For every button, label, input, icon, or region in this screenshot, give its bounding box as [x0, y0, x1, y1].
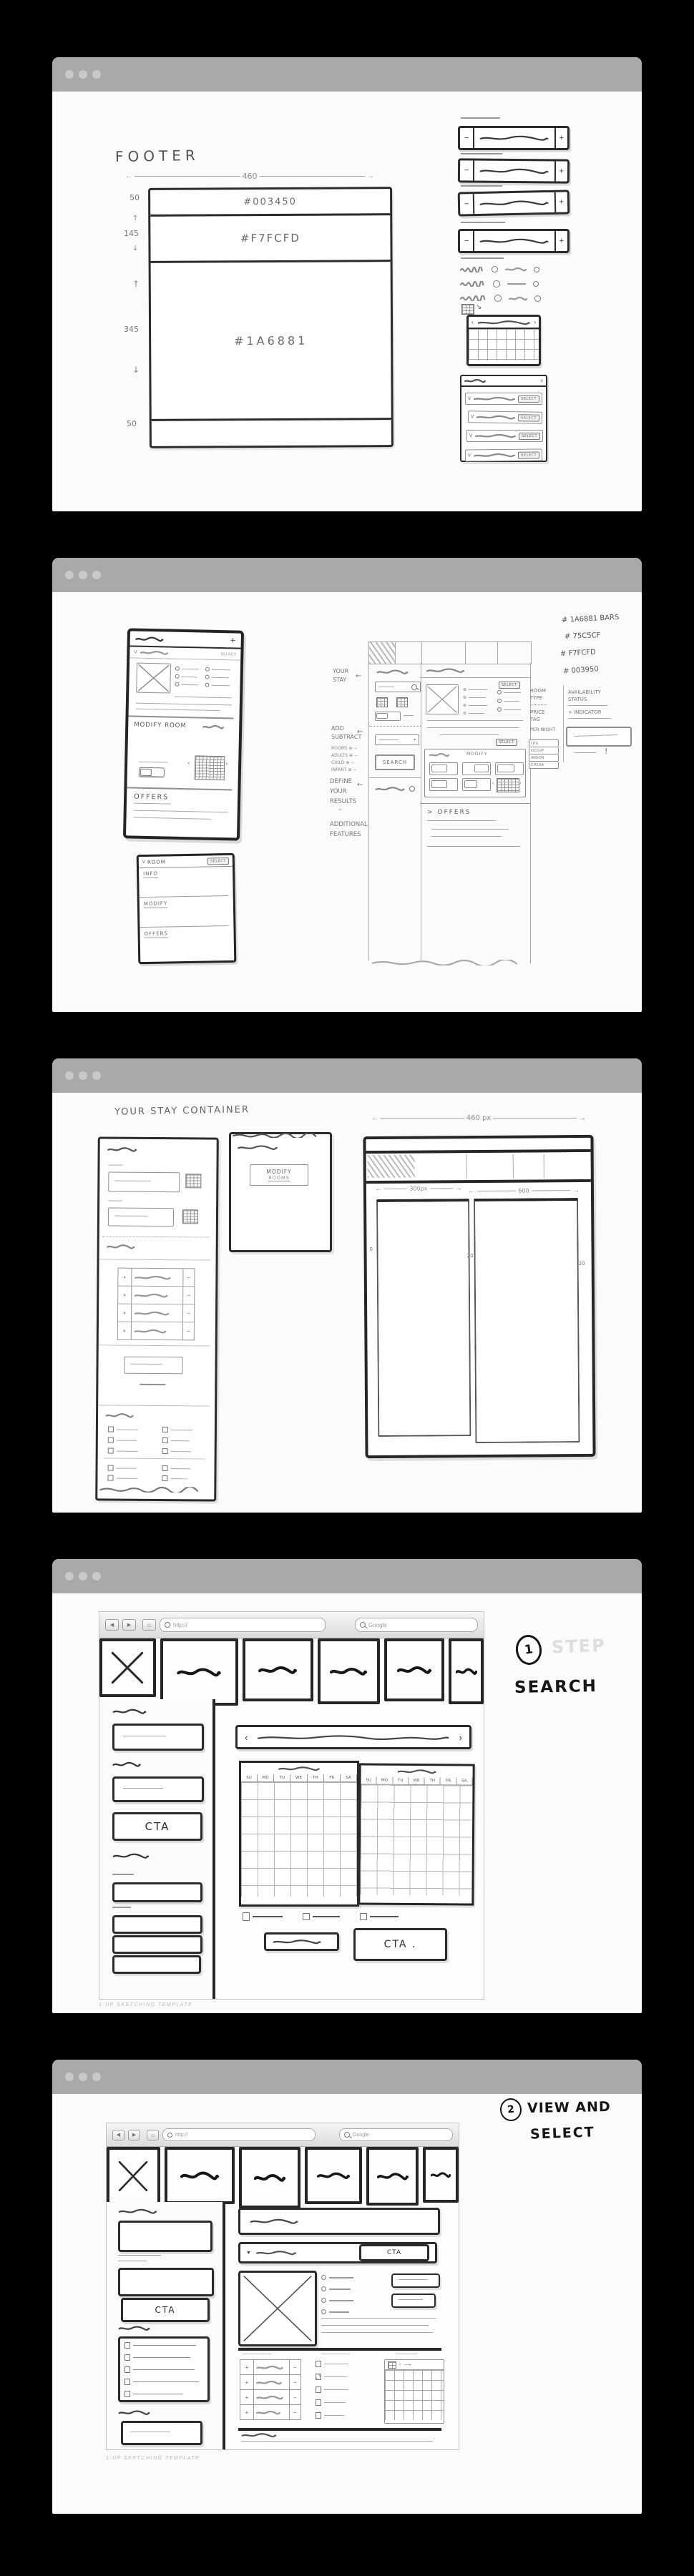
annotation: ADD [331, 725, 344, 732]
mini-calendar-sketch [195, 755, 225, 780]
room-label: ROOM [147, 858, 166, 865]
sketch-line [461, 185, 502, 187]
image-placeholder [426, 684, 459, 714]
offers-label: > OFFERS [427, 809, 471, 816]
modify-tab-label: MODIFY [143, 900, 168, 908]
modify-rooms-button: MODIFY ROOMS [250, 1164, 308, 1186]
forward-button: ▶ [128, 2130, 140, 2140]
arrow-left-icon: ← [371, 1114, 378, 1122]
tab-sketch [449, 1638, 484, 1704]
stepper-minus: − [460, 128, 474, 148]
input-sketch [112, 1776, 204, 1802]
window-titlebar [52, 2060, 642, 2094]
cta-button-sketch: CTA [121, 2298, 210, 2322]
template-watermark: 1-UP SKETCHING TEMPLATE [106, 2456, 200, 2461]
annotation: TYPE [530, 695, 543, 701]
tab-sketch [366, 2147, 419, 2206]
calendar-icon [376, 697, 388, 707]
calendar-mini-sketch [384, 2359, 444, 2424]
small-button-sketch [391, 2294, 436, 2308]
container-nav-band [366, 1152, 591, 1184]
input-sketch [112, 1724, 204, 1751]
sketch-line [461, 153, 502, 154]
arrow-left-icon: ← [125, 172, 132, 180]
dim-label-50: 50 [129, 193, 140, 202]
prev-icon: ‹ [187, 759, 190, 767]
checkbox-list-sketch [162, 1427, 192, 1454]
pencil-header-band [368, 641, 532, 664]
sketch-line [461, 257, 504, 259]
annotation: ROOM [530, 688, 546, 694]
forward-button: ▶ [122, 1619, 136, 1631]
browser-window-footer-spec [52, 57, 642, 511]
room-row-sketch: V SELECT [465, 448, 542, 461]
torn-edge-squiggle [97, 1486, 208, 1493]
window-control-dot[interactable] [79, 571, 87, 579]
mobile-wireframe-detail [123, 628, 244, 840]
footer-row-main [151, 262, 391, 421]
calendar-grid [360, 1784, 472, 1895]
exclamation-mark: ! [605, 747, 608, 756]
footer-spec-canvas [52, 92, 642, 511]
calendar-grid [385, 2370, 444, 2420]
close-icon: x [540, 378, 543, 383]
window-control-dot[interactable] [92, 1071, 101, 1080]
checkbox-list-card-sketch [118, 2336, 210, 2402]
input-sketch [112, 1935, 202, 1954]
tab-bar-sketch [107, 2147, 459, 2203]
step-ghost-label: STEP [551, 1635, 607, 1658]
date-range-bar-sketch [235, 1725, 471, 1749]
stepper-input-sketch: − + [458, 190, 570, 216]
sketch-line [139, 762, 167, 763]
modify-label: MODIFY [466, 752, 488, 757]
back-button: ◀ [112, 2130, 124, 2140]
search-button-sketch: SEARCH [375, 754, 415, 770]
calendar-icon [185, 1174, 201, 1188]
stepper-plus: + [554, 128, 567, 148]
browser-chrome-sketch [99, 1612, 484, 1638]
x-cross-icon [118, 2160, 148, 2192]
input-sketch [112, 1915, 202, 1934]
dashes [530, 704, 546, 705]
next-icon: › [519, 781, 522, 786]
tab-bar-sketch [99, 1638, 484, 1700]
select-button: SELECT [207, 857, 229, 865]
section-divider [128, 715, 233, 719]
home-button: ⌂ [142, 1619, 156, 1631]
dim-label-bottom-50: 50 [127, 419, 137, 428]
sketch-line [461, 117, 500, 119]
radio-row-sketch [460, 280, 539, 287]
sketch-title: FOOTER [114, 146, 200, 166]
input-sketch [121, 2421, 202, 2445]
checkbox-list-sketch [316, 2361, 348, 2419]
calendar-day-headers: SU MO TU WE TH FR SA [241, 1774, 357, 1782]
dotted-divider [369, 726, 421, 727]
stepper-table-sketch: + − + − + − + − [117, 1268, 195, 1341]
browser-window-step2 [52, 2060, 642, 2514]
container-width-dimension: ← 460 px → [371, 1114, 586, 1122]
browser-window-step1 [52, 1559, 642, 2013]
bullet-list-sketch [497, 690, 521, 712]
mini-calendar-icon [461, 304, 474, 315]
prev-icon: ‹ [471, 319, 474, 325]
dropdown-sketch [124, 1357, 182, 1375]
curved-arrow-icon: ↘ [476, 303, 482, 311]
mini-calendar-sketch [497, 778, 522, 792]
active-tab-hatched [369, 642, 396, 664]
hex-label: #1A6881 [233, 333, 308, 348]
stay-panel-wireframe [95, 1136, 219, 1501]
step2-canvas [52, 2094, 642, 2514]
range-arrow: ⟶ [404, 2362, 411, 2368]
container-spec-canvas [52, 1093, 642, 1513]
url-field: http:// [160, 1618, 326, 1632]
color-annotation: # F7FCFD [559, 648, 597, 659]
browser-window-container-spec [52, 1058, 642, 1513]
select-button: SELECT [519, 433, 540, 440]
sketch-template-card [106, 2123, 459, 2450]
checkbox-list-sketch [107, 1465, 137, 1481]
info-tab-label: INFO [143, 870, 159, 877]
tab-sketch [165, 2147, 235, 2204]
modify-room-label: MODIFY ROOM [134, 721, 187, 730]
gap-label: 0 [369, 1247, 373, 1253]
window-control-dot[interactable] [65, 571, 74, 579]
window-control-dot[interactable] [79, 2073, 87, 2081]
status-table-sketch: LITE OCCUP ARGON CHILEA [529, 739, 559, 769]
arrow-right-icon: → [367, 172, 374, 180]
arrow-down-icon: ↓ [132, 245, 139, 252]
radio-icon [493, 280, 500, 287]
select-label: SELECT [220, 652, 237, 657]
browser-chrome-sketch [107, 2123, 459, 2147]
x-cross-icon [240, 2273, 315, 2344]
window-control-dot[interactable] [65, 2073, 74, 2081]
gap-label: 20 [578, 1260, 585, 1267]
search-icon [344, 2132, 350, 2138]
radio-icon [534, 267, 539, 272]
window-control-dot[interactable] [92, 1572, 101, 1580]
torn-edge-squiggle [231, 1133, 325, 1138]
step-number-circle: 1 [514, 1633, 543, 1667]
sketch-title: YOUR STAY CONTAINER [114, 1104, 250, 1118]
arrow-down-icon: ↓ [132, 365, 140, 375]
section-divider [127, 787, 232, 790]
image-placeholder [136, 663, 171, 694]
cta-button-sketch: CTA [112, 1812, 202, 1841]
footer-row-top [150, 189, 390, 217]
sketch-line [136, 709, 220, 711]
footer-row-bottom [152, 420, 391, 445]
left-column-box [376, 1199, 471, 1437]
left-column-dimension: ← 300px → [374, 1184, 462, 1194]
section-divider [140, 895, 228, 898]
checkbox-list-sketch [108, 1427, 138, 1454]
window-titlebar [52, 1559, 642, 1593]
window-titlebar [52, 1058, 642, 1093]
checkbox-list-sketch [162, 1465, 190, 1481]
sketch-line [175, 697, 232, 699]
bullet-list-sketch [321, 2275, 353, 2314]
cta-button-sketch: CTA . [353, 1928, 447, 1961]
calendar-sketch [466, 315, 541, 366]
url-field: http:// [162, 2128, 316, 2141]
modify-card-wireframe [229, 1132, 332, 1252]
tab-sketch [243, 1638, 313, 1701]
room-row-sketch: V SELECT [466, 430, 543, 442]
active-tab-sketch [160, 1638, 238, 1706]
next-icon: › [225, 760, 228, 767]
caret-down-icon: ▼ [246, 2250, 251, 2256]
input-sketch [118, 2268, 214, 2296]
annotation: + INDICATOR [568, 709, 602, 715]
stepper-table-sketch: + − + − + − + − [240, 2359, 301, 2420]
search-field: Google [339, 2128, 453, 2141]
dotted-divider [102, 1236, 210, 1237]
check-mark: V [134, 649, 137, 655]
dropdown-sketch [375, 734, 419, 745]
tab-sketch [318, 1638, 381, 1704]
annotation: PRICE [530, 709, 545, 715]
annotation: YOUR [330, 788, 347, 795]
calendar-grid [469, 329, 539, 360]
modify-panel-sketch [424, 749, 526, 797]
search-field: Google [355, 1618, 478, 1632]
close-tab-sketch [99, 1638, 156, 1697]
radio-row-sketch [460, 295, 541, 302]
sketch-line [134, 803, 171, 805]
annotation: TAG [530, 717, 540, 722]
back-button: ◀ [105, 1619, 119, 1631]
right-column-dimension: ← 600 → [467, 1186, 580, 1196]
annotation: YOUR [333, 668, 349, 674]
step1-canvas [52, 1593, 642, 2013]
guest-count-list: ROOMS ⊕ − ADULTS ⊕ − CHILD ⊕ − INFANT ⊕ − [331, 746, 358, 772]
radio-icon [492, 266, 498, 272]
radio-icon [534, 295, 541, 302]
search-icon [360, 1622, 366, 1628]
torn-edge-squiggle [368, 960, 533, 965]
filter-bar-sketch [238, 2242, 437, 2263]
globe-icon [165, 1622, 170, 1628]
window-control-dot[interactable] [65, 1572, 74, 1580]
step-number-circle: 2 [499, 2098, 522, 2123]
pin-icon [409, 786, 415, 792]
width-dimension: ← 460 → [125, 172, 374, 181]
select-button: SELECT [518, 414, 539, 421]
template-watermark: 1-UP SKETCHING TEMPLATE [99, 2002, 193, 2007]
input-sketch [264, 1932, 339, 1951]
dim-label-145: 145 [124, 229, 139, 238]
radio-icon [533, 281, 539, 287]
search-icon [411, 684, 417, 690]
calendar-month-sketch [239, 1761, 359, 1907]
date-input-sketch [108, 1172, 180, 1193]
input-sketch [112, 1882, 202, 1902]
color-annotation: # 1A6881 BARS [561, 613, 620, 625]
calendar-icon [388, 2361, 396, 2369]
prev-icon: ‹ [399, 2362, 401, 2367]
annotation: DEFINE [330, 778, 353, 785]
sidebar-sketch [107, 2202, 225, 2449]
calendar-day-headers: SU MO TU WE TH FR SA [361, 1776, 472, 1785]
x-cross-icon [111, 1651, 144, 1684]
ditto-mark: ” [338, 808, 342, 815]
window-titlebar [52, 558, 642, 592]
annotation: PER NIGHT [530, 727, 556, 732]
small-button-sketch [391, 2273, 440, 2288]
footer-row-mid [150, 215, 390, 263]
home-button: ⌂ [147, 2130, 159, 2140]
caret-down-icon: ▾ [413, 738, 416, 742]
sketch-line [134, 817, 211, 820]
color-annotation: # 003950 [562, 665, 600, 676]
container-wireframe [363, 1135, 595, 1458]
divider [369, 777, 421, 778]
active-tab-sketch [239, 2147, 300, 2208]
x-cross-icon [137, 664, 170, 693]
arrow-right-icon: → [579, 1114, 586, 1122]
right-column-box [474, 1198, 580, 1443]
sketch-line [136, 703, 232, 706]
stepper-mini-sketch [375, 712, 401, 721]
annotation: RESULTS [330, 798, 357, 805]
window-control-dot[interactable] [79, 1071, 87, 1080]
active-nav-cell-hatched [368, 1155, 415, 1178]
room-row-sketch: V SELECT [465, 393, 542, 405]
window-control-dot[interactable] [65, 1071, 74, 1080]
select-button: SELECT [518, 395, 539, 403]
separator-line [563, 685, 564, 762]
hex-label: #003450 [243, 196, 297, 207]
select-button: SELECT [499, 682, 520, 689]
close-tab-sketch [107, 2147, 160, 2206]
window-control-dot[interactable] [79, 1572, 87, 1580]
stepper-input-sketch: − + [458, 229, 570, 253]
annotation: SUBTRACT [331, 734, 362, 740]
step-action-label: SEARCH [514, 1676, 598, 1698]
header-input-sketch [238, 2208, 440, 2235]
calendar-icon [396, 697, 408, 707]
arrow-left-icon: ← [357, 781, 363, 789]
arrow-up-icon: ↑ [132, 215, 139, 222]
step-action-label: SELECT [529, 2124, 596, 2143]
tab-sketch [305, 2147, 362, 2204]
arrow-left-icon: ← [356, 672, 362, 680]
mobile-wireframe-summary [137, 853, 237, 964]
prev-icon: ‹ [492, 781, 494, 786]
pencil-sidebar-column [368, 663, 421, 960]
radio-row-sketch [460, 266, 539, 272]
window-control-dot[interactable] [92, 70, 101, 79]
sketch-template-card [99, 1611, 484, 2000]
browser-window-wireframes [52, 558, 642, 1012]
annotation: ADDITIONAL [330, 821, 368, 828]
annotation: AVAILABILITY [568, 689, 601, 695]
sketch-line [404, 715, 414, 716]
bullet-list-sketch [205, 667, 230, 688]
window-control-dot[interactable] [79, 70, 87, 79]
x-cross-icon [426, 685, 458, 714]
next-icon: › [534, 319, 536, 325]
date-input-sketch [108, 1208, 174, 1227]
image-placeholder [238, 2271, 317, 2346]
window-control-dot[interactable] [92, 571, 101, 579]
offers-tab-label: OFFERS [144, 930, 168, 938]
window-control-dot[interactable] [92, 2073, 101, 2081]
globe-icon [167, 2133, 172, 2138]
bullet-list-sketch [175, 667, 199, 687]
dim-label-345: 345 [124, 325, 139, 334]
select-list-card-sketch [460, 375, 547, 462]
annotation: STATUS [568, 697, 587, 702]
annotation: STAY [333, 677, 347, 683]
scribble-text [478, 134, 550, 142]
indicator-box-sketch [566, 727, 632, 747]
checkbox-row-sketch [243, 1912, 399, 1921]
check-mark: V [142, 859, 146, 865]
sidebar-sketch [99, 1699, 215, 1999]
calendar-icon [182, 1209, 198, 1224]
next-icon: › [459, 1731, 462, 1743]
select-button: SELECT [518, 451, 539, 458]
radio-icon [494, 295, 502, 302]
heavy-divider [238, 2348, 441, 2351]
prev-icon: ‹ [245, 1731, 248, 1743]
sketch-line [134, 810, 228, 813]
window-titlebar [52, 57, 642, 92]
select-button: SELECT [496, 739, 517, 746]
close-icon: + [230, 636, 236, 645]
container-header-bar [366, 1138, 590, 1154]
input-sketch [112, 1955, 201, 1974]
section-divider [140, 925, 228, 928]
offers-label: OFFERS [134, 792, 170, 802]
stepper-input-sketch [458, 126, 570, 150]
pencil-content-column [420, 663, 531, 963]
sketch-line [461, 222, 505, 223]
color-annotation: # 75C5CF [564, 631, 601, 641]
radio-list-sketch: ⊕ ⊕ ⊕ ⊕ [463, 687, 487, 716]
arrow-left-icon: ← [357, 728, 363, 736]
calendar-grid [241, 1782, 357, 1897]
cta-button-sketch: CTA [359, 2244, 429, 2261]
step-action-label: VIEW AND [527, 2098, 611, 2117]
wireframes-canvas [52, 592, 642, 1012]
hex-label: #F7FCFD [240, 231, 300, 245]
search-input-sketch [375, 682, 421, 692]
input-sketch [118, 2221, 212, 2252]
window-control-dot[interactable] [65, 70, 74, 79]
annotation: FEATURES [330, 831, 361, 838]
tab-sketch [423, 2147, 459, 2203]
stepper-input-sketch: − + [458, 158, 570, 183]
gap-label: 20 [466, 1253, 474, 1259]
footer-spec-box [148, 187, 394, 448]
arrow-up-icon: ↑ [132, 279, 140, 289]
calendar-month-sketch [358, 1763, 474, 1905]
tab-sketch [384, 1638, 444, 1701]
heavy-divider [238, 2428, 441, 2431]
room-row-sketch: V SELECT [468, 411, 542, 423]
